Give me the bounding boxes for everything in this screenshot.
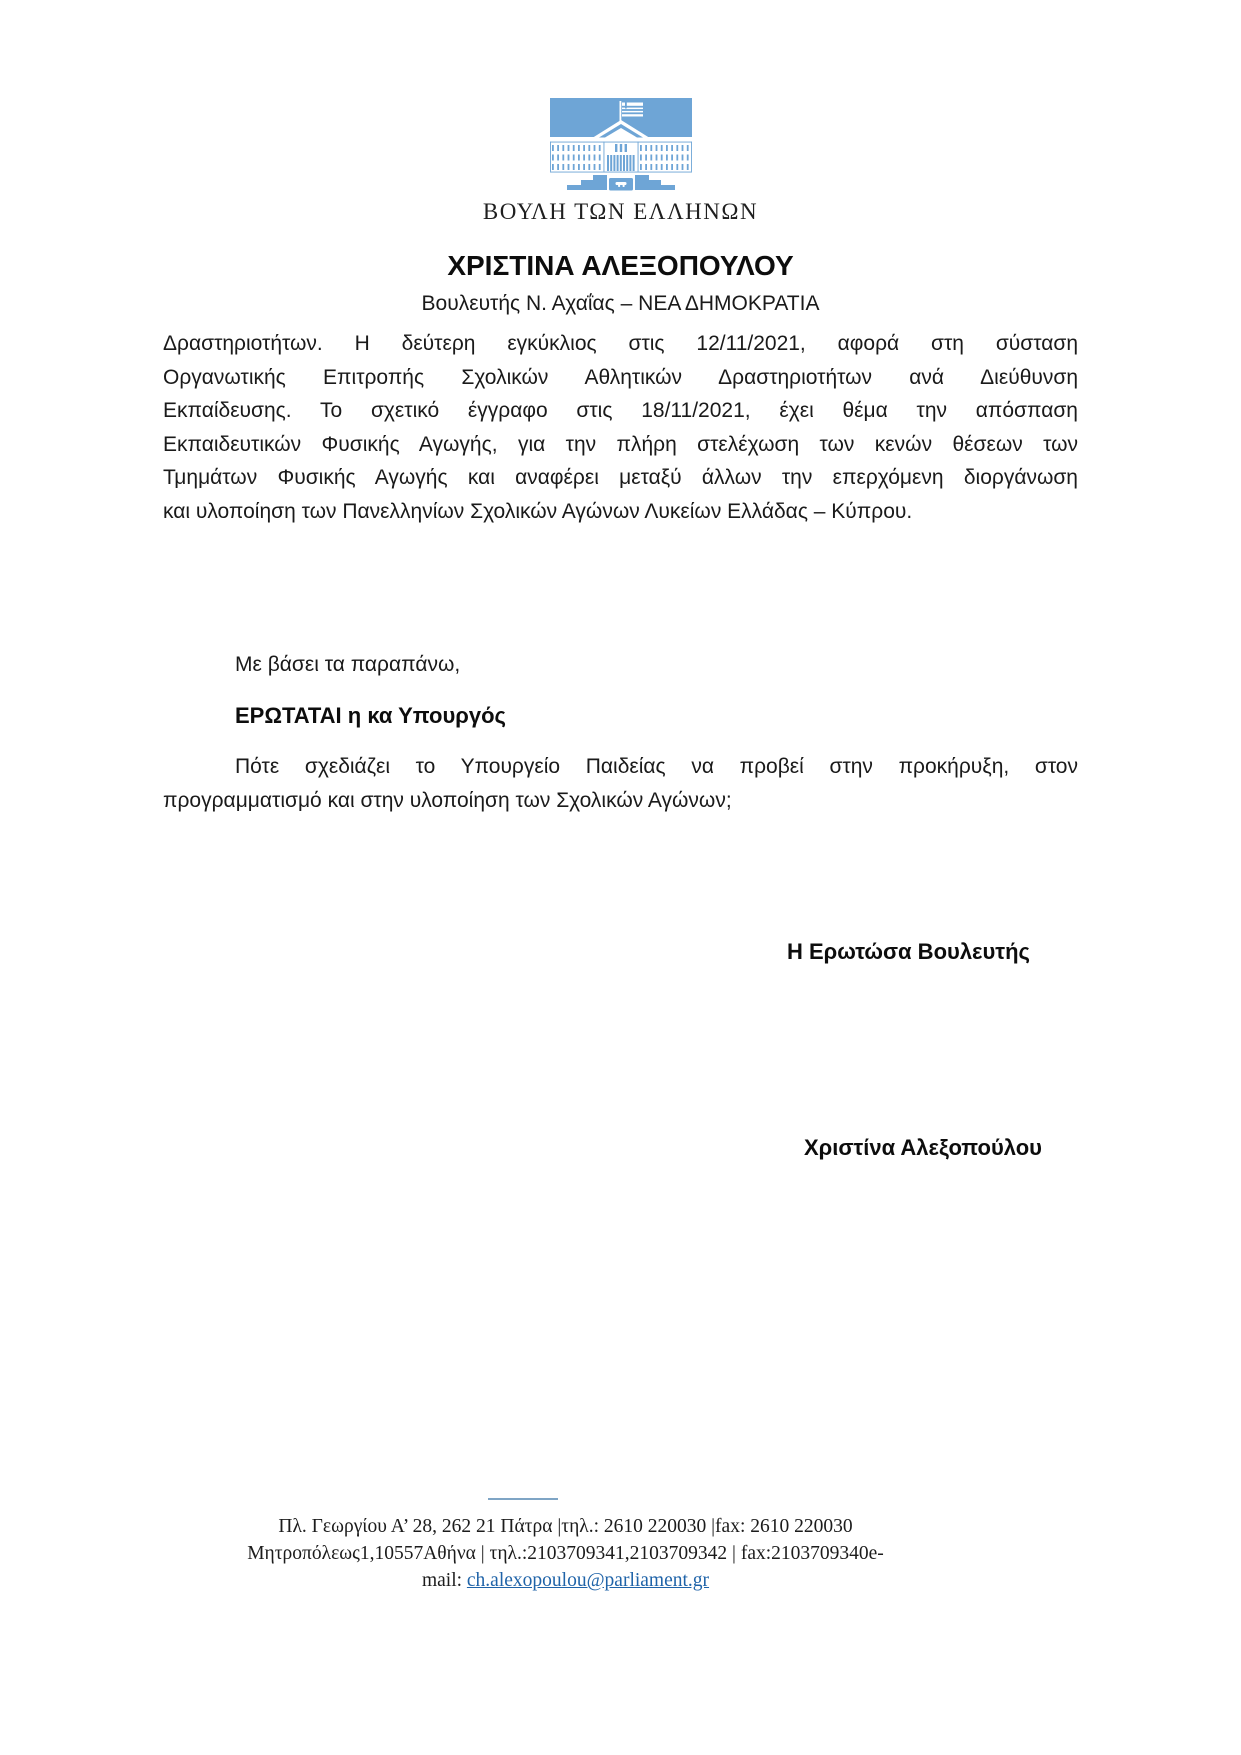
letterhead [0,98,1241,317]
lead-in-line: Με βάσει τα παραπάνω, [235,653,461,676]
signature-name: Χριστίνα Αλεξοπούλου [803,1134,1042,1160]
author-title: Βουλευτής Ν. Αχαΐας – ΝΕΑ ΔΗΜΟΚΡΑΤΙΑ [421,292,820,315]
email-prefix: mail: [421,1570,467,1591]
footer [0,1498,1241,1594]
signature-role: Η Ερωτώσα Βουλευτής [786,939,1030,964]
question-line: προγραμματισμό και στην υλοποίηση των Σχολικών Αγώνων; [163,788,732,812]
org-name: ΒΟΥΛΗ ΤΩΝ ΕΛΛΗΝΩΝ [482,199,759,224]
footer-address-athens: Μητροπόλεως1,10557Αθήνα | τηλ.:2103709341,2103709342 | fax:2103709340e- [247,1543,884,1564]
footer-separator [488,1498,558,1500]
footer-address-patra: Πλ. Γεωργίου Α’ 28, 262 21 Πάτρα |τηλ.: 2610 220030 |fax: 2610 220030 [278,1516,853,1537]
question-heading: ΕΡΩΤΑΤΑΙ η κα Υπουργός [235,702,506,728]
question-paragraph [163,750,1078,817]
hellenic-parliament-logo [543,98,699,193]
paragraph-line: Εκπαίδευσης. Το σχετικό έγγραφο στις 18/11/2021, έχει θέμα την απόσπαση [163,399,1078,422]
body-paragraph [163,327,1078,528]
paragraph-line: και υλοποίηση των Πανελληνίων Σχολικών Αγώνων Λυκείων Ελλάδας – Κύπρου. [163,499,913,523]
paragraph-line: Οργανωτικής Επιτροπής Σχολικών Αθλητικών Δραστηριοτήτων ανά Διεύθυνση [163,365,1078,389]
footer-email-line [0,1567,1131,1594]
paragraph-line: Δραστηριοτήτων. Η δεύτερη εγκύκλιος στις 12/11/2021, αφορά στη σύσταση [163,332,1078,355]
question-line: Πότε σχεδιάζει το Υπουργείο Παιδείας να προβεί στην προκήρυξη, στον [235,755,1078,778]
parliament-building-icon [543,98,699,193]
email-link[interactable]: ch.alexopoulou@parliament.gr [466,1570,710,1591]
letter-body [0,327,1241,1164]
author-name: ΧΡΙΣΤΙΝΑ ΑΛΕΞΟΠΟΥΛΟΥ [447,250,794,281]
paragraph-line: Τμημάτων Φυσικής Αγωγής και αναφέρει μεταξύ άλλων την επερχόμενη διοργάνωση [163,466,1078,489]
paragraph-line: Εκπαιδευτικών Φυσικής Αγωγής, για την πλήρη στελέχωση των κενών θέσεων των [163,432,1078,456]
